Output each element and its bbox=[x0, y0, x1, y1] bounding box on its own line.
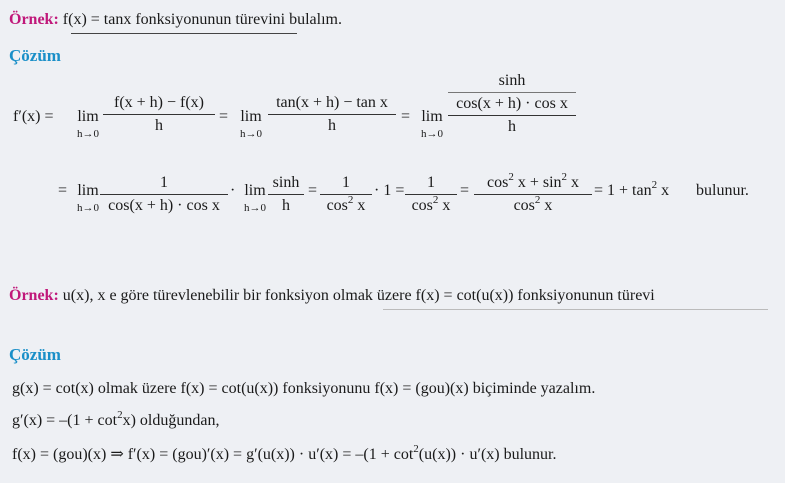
fraction: 1 $\cos^2 x$ bbox=[320, 174, 372, 215]
solution-label: Çözüm bbox=[9, 46, 61, 65]
fraction: 1 cos(x + h) · cos x bbox=[100, 174, 228, 215]
example-text: f(x) = tanx fonksiyonunun türevini bulalım. bbox=[62, 11, 342, 28]
equals-sign: = bbox=[219, 108, 229, 125]
underline bbox=[383, 309, 768, 310]
fraction: tan(x + h) − tan x h bbox=[268, 94, 396, 135]
example-label: Örnek: bbox=[9, 287, 59, 304]
fraction: sinh h bbox=[268, 174, 304, 215]
solution-line-1: g(x) = cot(x) olmak üzere f(x) = cot(u(x)) fonksiyonunu f(x) = (gou)(x) biçiminde yazalım. bbox=[12, 380, 596, 397]
limit-operator: lim h→0 bbox=[77, 108, 99, 140]
solution-line-3: f(x) = (gou)(x) ⇒ $f'(x) = (gou)'(x) = g'(u(x)) \cdot u'(x) = -(1 + \cot^2(u(x)) \cdot u'(x)$ bulunur. bbox=[12, 443, 557, 463]
compound-fraction: sinh cos(x + h) · cos x h bbox=[448, 72, 576, 136]
fraction: $\cos^2 x + \sin^2 x$ $\cos^2 x$ bbox=[474, 174, 592, 215]
equals-sign: = bbox=[58, 182, 68, 199]
equals-sign: = bbox=[460, 182, 470, 199]
solution-line-2: $g'(x) = -(1 + \cot^2x)$ olduğundan, bbox=[12, 409, 220, 429]
limit-operator: lim h→0 bbox=[421, 108, 443, 140]
fraction: 1 $\cos^2 x$ bbox=[405, 174, 457, 215]
limit-operator: lim h→0 bbox=[244, 182, 266, 214]
example-label: Örnek: bbox=[9, 11, 59, 28]
result-word: bulunur. bbox=[696, 182, 749, 199]
eq1-lhs: f′(x) = bbox=[13, 108, 54, 125]
result: = $1 + \tan^2 x$ bbox=[594, 179, 670, 199]
dot-operator: · bbox=[230, 182, 236, 199]
fraction: f(x + h) − f(x) h bbox=[103, 94, 215, 135]
limit-operator: lim h→0 bbox=[240, 108, 262, 140]
example-1-heading bbox=[9, 11, 342, 29]
solution-label: Çözüm bbox=[9, 345, 61, 364]
times-one: · 1 = bbox=[374, 182, 405, 199]
equals-sign: = bbox=[401, 108, 411, 125]
limit-operator: lim h→0 bbox=[77, 182, 99, 214]
example-text: u(x), x e göre türevlenebilir bir fonksiyon olmak üzere f(x) = cot(u(x)) fonksiyonunun türevi bbox=[62, 287, 655, 304]
equals-sign: = bbox=[308, 182, 318, 199]
example-2-heading bbox=[9, 287, 655, 305]
underline bbox=[71, 33, 297, 34]
